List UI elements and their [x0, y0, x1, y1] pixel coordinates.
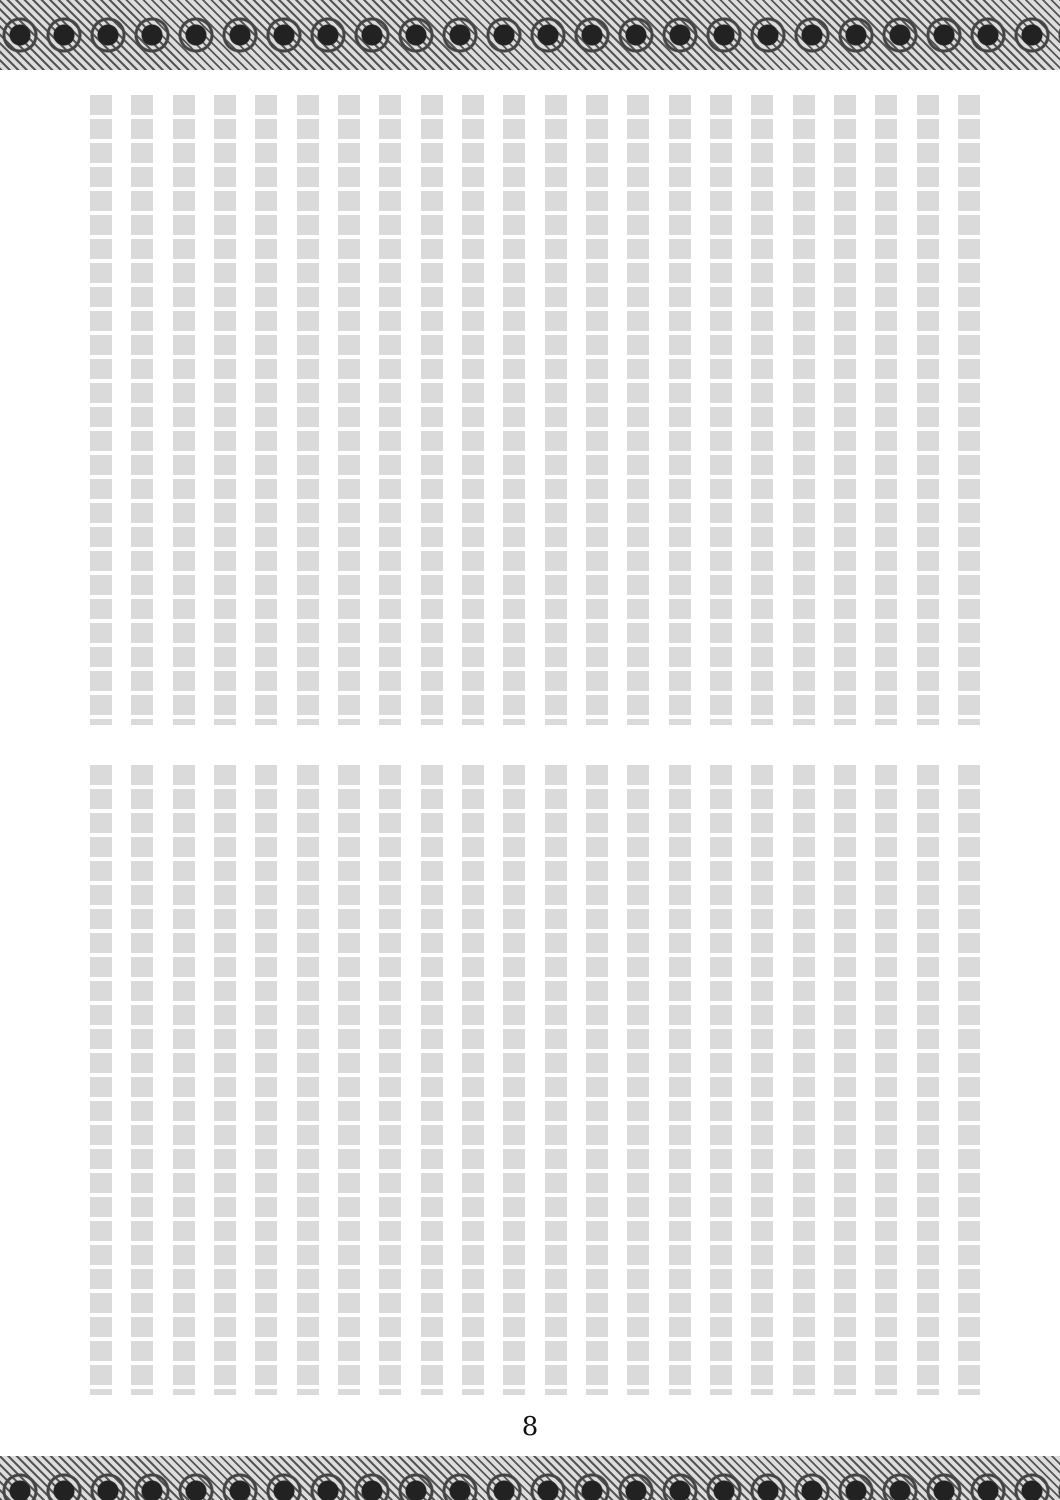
- text-column: [669, 765, 691, 1395]
- text-column: [627, 765, 649, 1395]
- text-column: [669, 95, 691, 725]
- text-column: [338, 95, 360, 725]
- text-column: [297, 765, 319, 1395]
- text-column: [958, 765, 980, 1395]
- text-column: [710, 765, 732, 1395]
- text-column: [503, 765, 525, 1395]
- text-column: [173, 765, 195, 1395]
- text-column: [379, 95, 401, 725]
- decorative-lace-border-bottom: [0, 1456, 1060, 1500]
- text-column: [462, 95, 484, 725]
- text-column: [834, 95, 856, 725]
- text-column: [875, 765, 897, 1395]
- text-column: [255, 765, 277, 1395]
- text-column: [214, 765, 236, 1395]
- text-column: [958, 95, 980, 725]
- text-column: [90, 765, 112, 1395]
- text-column: [462, 765, 484, 1395]
- text-column: [131, 765, 153, 1395]
- page-number: 8: [521, 1412, 539, 1442]
- text-column: [586, 765, 608, 1395]
- text-column: [255, 95, 277, 725]
- text-block-lower: [90, 765, 980, 1395]
- text-column: [545, 765, 567, 1395]
- text-column: [503, 95, 525, 725]
- text-column: [793, 95, 815, 725]
- text-column: [793, 765, 815, 1395]
- text-column: [751, 95, 773, 725]
- text-column: [875, 95, 897, 725]
- text-column: [379, 765, 401, 1395]
- text-column: [751, 765, 773, 1395]
- text-column: [917, 95, 939, 725]
- text-column: [421, 765, 443, 1395]
- text-block-upper: [90, 95, 980, 725]
- text-column: [545, 95, 567, 725]
- text-column: [586, 95, 608, 725]
- text-column: [421, 95, 443, 725]
- text-column: [834, 765, 856, 1395]
- decorative-lace-border-top: [0, 0, 1060, 70]
- text-column: [173, 95, 195, 725]
- text-column: [297, 95, 319, 725]
- text-column: [131, 95, 153, 725]
- text-column: [338, 765, 360, 1395]
- text-column: [710, 95, 732, 725]
- text-column: [627, 95, 649, 725]
- text-column: [90, 95, 112, 725]
- text-column: [917, 765, 939, 1395]
- text-column: [214, 95, 236, 725]
